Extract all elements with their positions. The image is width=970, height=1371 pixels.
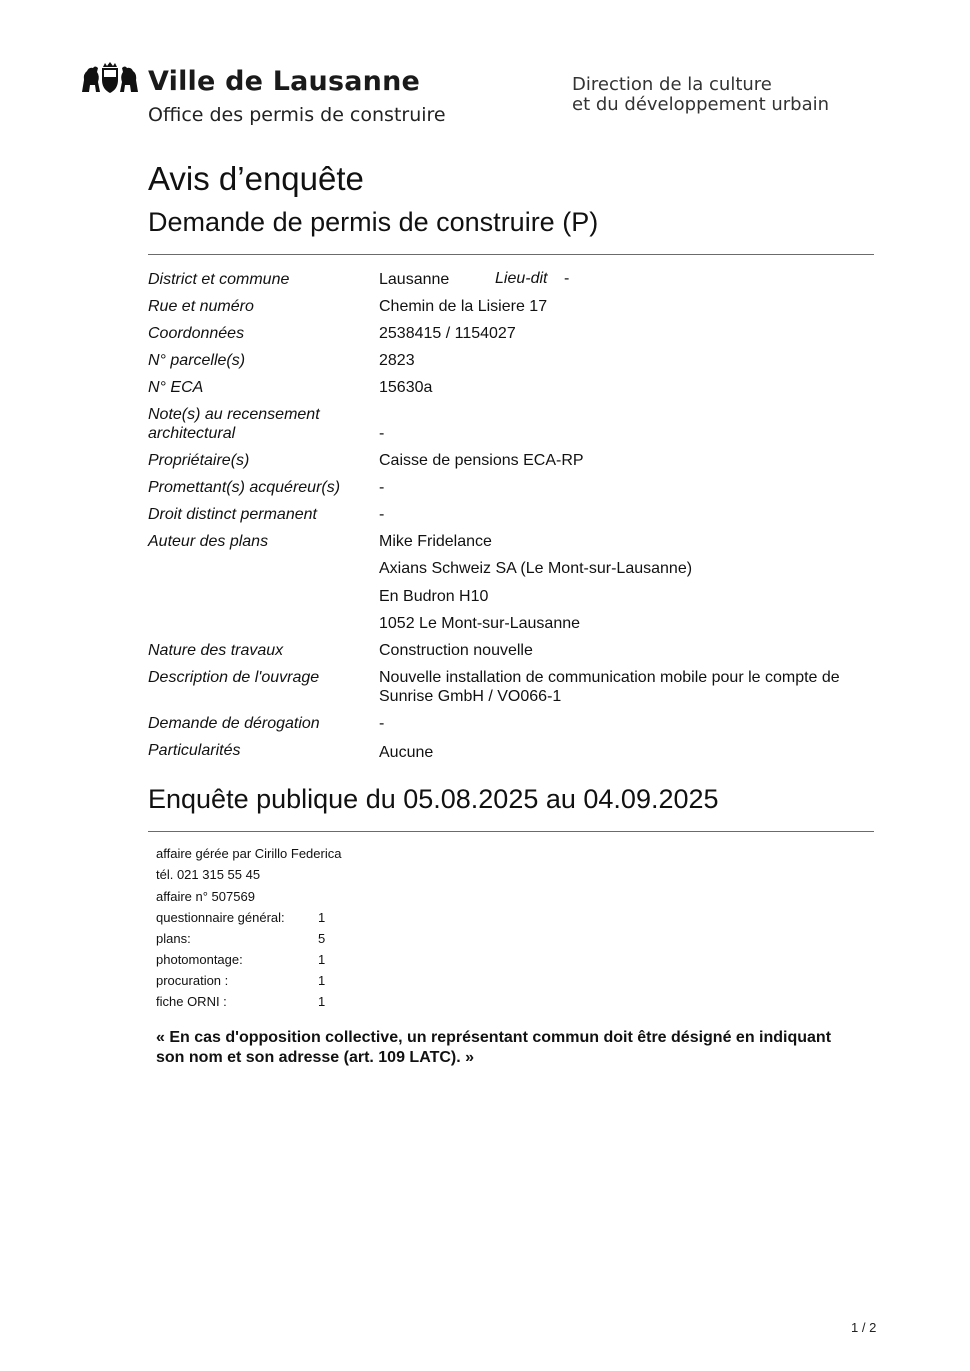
field-label: Coordonnées <box>148 325 245 342</box>
document-count: 1 <box>318 910 326 925</box>
field-label: Description de l'ouvrage <box>148 669 320 686</box>
divider <box>148 254 874 255</box>
document-type: photomontage: <box>156 952 243 967</box>
case-manager: affaire gérée par Cirillo Federica <box>156 846 342 861</box>
document-count: 5 <box>318 931 326 946</box>
field-value-line: Axians Schweiz SA (Le Mont-sur-Lausanne) <box>379 560 693 577</box>
field-label: Particularités <box>148 742 241 759</box>
field-label: District et commune <box>148 271 290 288</box>
document-count-row <box>156 973 228 988</box>
direction-line-1: Direction de la culture <box>572 74 772 95</box>
field-label: Propriétaire(s) <box>148 452 250 469</box>
field-value: Caisse de pensions ECA-RP <box>379 452 584 469</box>
org-name: Ville de Lausanne <box>148 66 421 97</box>
lieu-dit-value: - <box>564 270 570 287</box>
direction-line-2: et du développement urbain <box>572 94 830 115</box>
field-label: Rue et numéro <box>148 298 254 315</box>
direction-name <box>572 75 829 115</box>
document-count-row <box>156 931 191 946</box>
field-label: Note(s) au recensement architectural <box>148 406 320 442</box>
lieu-dit-label: Lieu-dit <box>495 270 548 287</box>
case-phone: tél. 021 315 55 45 <box>156 867 261 882</box>
field-label: Auteur des plans <box>148 533 269 550</box>
case-number: affaire n° 507569 <box>156 889 255 904</box>
document-type: procuration : <box>156 973 229 988</box>
document-count: 1 <box>318 973 326 988</box>
field-label: Droit distinct permanent <box>148 506 317 523</box>
document-count: 1 <box>318 994 326 1009</box>
field-value: - <box>379 425 385 442</box>
field-value-line: Mike Fridelance <box>379 533 492 550</box>
document-type: fiche ORNI : <box>156 994 227 1009</box>
enquete-dates-heading: Enquête publique du 05.08.2025 au 04.09.2025 <box>148 784 719 814</box>
document-type: questionnaire général: <box>156 910 285 925</box>
field-label: N° parcelle(s) <box>148 352 246 369</box>
document-title: Avis d’enquête <box>148 160 364 197</box>
field-value: Aucune <box>379 744 434 761</box>
field-value: 2538415 / 1154027 <box>379 325 516 342</box>
org-office: Office des permis de construire <box>148 104 446 126</box>
field-label: N° ECA <box>148 379 204 396</box>
opposition-notice: « En cas d'opposition collective, un représentant commun doit être désigné en indiquant son nom et son adresse (art. 109 LATC). » <box>156 1029 832 1066</box>
field-value: Chemin de la Lisiere 17 <box>379 298 548 315</box>
document-count-row <box>156 952 243 967</box>
page-number: 1 / 2 <box>851 1320 877 1335</box>
document-count: 1 <box>318 952 326 967</box>
field-value-line: En Budron H10 <box>379 588 489 605</box>
divider <box>148 831 874 832</box>
field-value: - <box>379 506 385 523</box>
document-count-row <box>156 910 285 925</box>
field-value: Nouvelle installation de communication mobile pour le compte de Sunrise GmbH / VO066-1 <box>379 669 840 705</box>
document-count-row <box>156 994 227 1009</box>
field-label: Nature des travaux <box>148 642 284 659</box>
field-value: - <box>379 715 385 732</box>
document-type: plans: <box>156 931 191 946</box>
field-label: Demande de dérogation <box>148 715 320 732</box>
field-value-line: 1052 Le Mont-sur-Lausanne <box>379 615 581 632</box>
field-value: 2823 <box>379 352 415 369</box>
field-value: 15630a <box>379 379 433 396</box>
lausanne-coat-of-arms-icon <box>80 62 140 94</box>
field-label: Promettant(s) acquéreur(s) <box>148 479 341 496</box>
document-subtitle: Demande de permis de construire (P) <box>148 207 599 237</box>
field-value: Construction nouvelle <box>379 642 533 659</box>
field-value: Lausanne <box>379 271 450 288</box>
field-value: - <box>379 479 385 496</box>
